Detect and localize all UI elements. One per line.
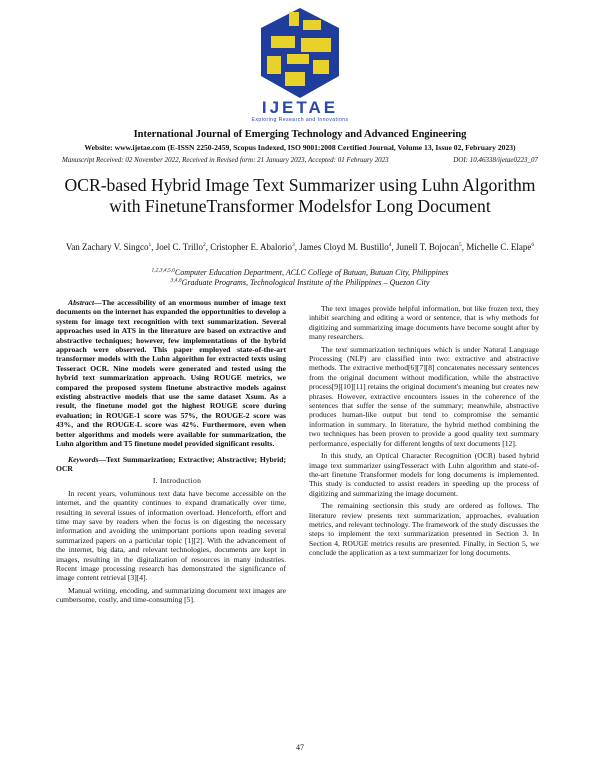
paragraph: The text summarization techniques which is under Natural Language Processing (NLP) are classified into two: extractive and abstractive methods. The extractive method[6][7][8] concatenates necessary sentences from the original document without modification, while the abstractive process[9][10][11] retains the original document's meaning but creates new phrases. However, extractive encounters issues in the coherence of the sentences that suffer the sense of the summary; meanwhile, abstractive produces human-like output but tend to compromise the semantic information in summary. In literature, the hybrid method combining the two techniques has been proven to provide a good quality text summary performance, especially for different lengths of text documents [12]. — [309, 344, 539, 448]
paragraph: The text images provide helpful information, but like frozen text, they inhibit searching and editing a word or sentence, that is why methods for digitizing and summarizing image documents have become sought after by many researchers. — [309, 304, 539, 342]
author: James Cloyd M. Bustillo$^4$ — [299, 242, 392, 252]
logo-name: IJETAE — [261, 98, 339, 117]
affiliation: $^{3,4,6}$Graduate Programs, Technological Institute of the Philippines – Quezon City — [170, 277, 430, 287]
author: Joel C. Trillo$^2$ — [155, 242, 206, 252]
paragraph: The remaining sectionsin this study are ordered as follows. The literature review presents text summarization, approaches, evaluation metrics, and relevant technology. The framework of the study discusses the steps to implement the text summarization presented in Section 3. In Section 4, ROUGE metrics results are presented. Finally, in Section 5, we conclude the application as a text summarizer for long documents. — [309, 501, 539, 558]
author: Michelle C. Elape$^6$ — [466, 242, 535, 252]
abstract: Abstract—The accessibility of an enormous number of image text documents on the internet has expanded the opportunities to develop a system for image text recognition with text summarization. Several approaches used in ATS in the literature are based on extractive and abstractive techniques; however, few implementations of the hybrid approach were observed. This paper employed state-of-the-art transformer models with the Luhn algorithm for extracted texts using Tesseract OCR. Nine models were generated and tested using the hybrid text summarization approach. Using ROUGE metrics, we compared the proposed system finetune abstractive models against existing abstractive models that use the same dataset Xsum. As a result, the finetune model got the highest ROUGE score during evaluation; in ROUGE-1 score was 57%, the ROUGE-2 score was 43%, and the ROUGE-L score was 42%. Furthermore, even when better algorithms and models were available for summarization, the Luhn algorithm and T5 finetune model provided significant results. — [56, 298, 286, 449]
author-list: Van Zachary V. Singco$^1$, Joel C. Trillo$^2$, Cristopher E. Abalorio$^3$, James Cloyd M. Bustillo$^4$, Junell T. Bojocan$^5$, Michelle C. Elape$^6$ — [65, 242, 535, 252]
affiliation: $^{1,2,3,4,5,6}$Computer Education Department, ACLC College of Butuan, Butuan City, Philippines — [151, 267, 449, 277]
keywords: Keywords—Text Summarization; Extractive; Abstractive; Hybrid; OCR — [56, 454, 286, 473]
author: Van Zachary V. Singco$^1$ — [65, 242, 152, 252]
right-column — [309, 304, 539, 561]
logo-tagline: Exploring Research and Innovations — [251, 117, 349, 123]
manuscript-dates: Manuscript Received: 02 November 2022, Received in Revised form: 21 January 2023, Accepted: 01 February 2023 — [62, 156, 389, 164]
paper-title: OCR-based Hybrid Image Text Summarizer using Luhn Algorithm with FinetuneTransformer Modelsfor Long Document — [64, 175, 536, 216]
author: Cristopher E. Abalorio$^3$ — [210, 242, 295, 252]
affiliations — [60, 268, 540, 288]
paragraph: In this study, an Optical Character Recognition (OCR) based hybrid image text summarizer usingTesseract with Luhn algorithm and state-of-the-art finetune Transformer models for long documents is implemented. This study is conducted to assist readers in speeding up the process of digitizing and summarizing the image document. — [309, 451, 539, 498]
abstract-label: Abstract — [68, 298, 95, 307]
journal-title: International Journal of Emerging Technology and Advanced Engineering — [133, 129, 467, 140]
page-number: 47 — [296, 743, 304, 752]
author: Junell T. Bojocan$^5$ — [396, 242, 462, 252]
manuscript-meta — [62, 156, 538, 164]
keywords-label: Keywords — [68, 454, 99, 464]
left-column — [56, 298, 286, 608]
section-heading-introduction: I. Introduction — [152, 476, 202, 486]
paragraph: In recent years, voluminous text data have become accessible on the internet, and the quantity continues to expand dramatically over time, resulting in several issues of information overload. Henceforth, effort and time may save by readers when the focus is on digesting the necessary information and avoiding the unimportant portions upon reading several summarized papers on a particular topic [1][2]. With the advancement of the internet, big data, and relevant technologies, documents are kept in images, resulting in the digitalization of resources in many industries. Recent image processing research has demonstrated the significance of image content retrieval [3][4]. — [56, 488, 286, 583]
paragraph: Manual writing, encoding, and summarizing document text images are cumbersome, costly, and time-consuming [5]. — [56, 585, 286, 605]
journal-website-line: Website: www.ijetae.com (E-ISSN 2250-2459, Scopus Indexed, ISO 9001:2008 Certified Journal, Volume 13, Issue 02, February 2023) — [84, 143, 516, 152]
doi: DOI: 10.46338/ijetae0223_07 — [453, 156, 538, 164]
logo-wordmark — [240, 100, 360, 124]
